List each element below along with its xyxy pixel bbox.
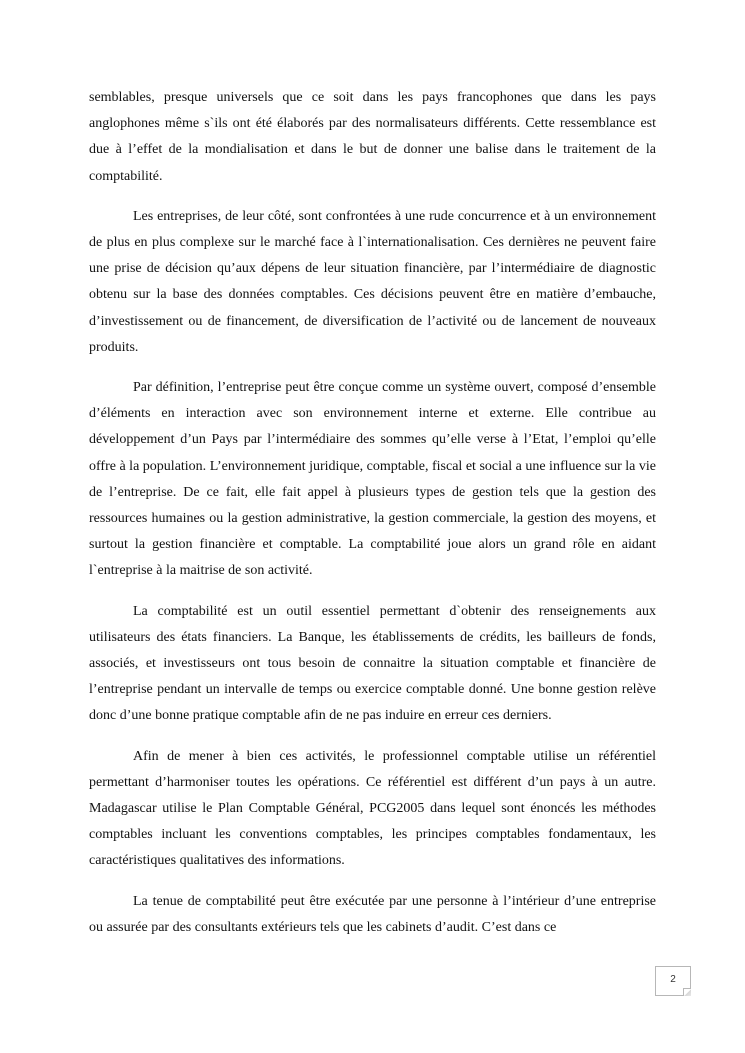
paragraph-definition: Par définition, l’entreprise peut être conçue comme un système ouvert, composé d’ensemble d’éléments en interaction avec son environnement interne et externe. Elle contribue au développement d’un Pays par l’intermédiaire des sommes qu’elle verse à l’Etat, l’emploi qu’elle offre à la population. L’environnement juridique, comptable, fiscal et social a une influence sur la vie de l’entreprise. De ce fait, elle fait appel à plusieurs types de gestion tels que la gestion des ressources humaines ou la gestion administrative, la gestion commerciale, la gestion des moyens, et surtout la gestion financière et comptable. La comptabilité joue alors un grand rôle en aidant l`entreprise à la maitrise de son activité. (89, 380, 656, 579)
page-number-badge (655, 966, 691, 996)
page-number: 2 (670, 974, 676, 985)
paragraph-comptabilite-outil: La comptabilité est un outil essentiel permettant d`obtenir des renseignements aux utilisateurs des états financiers. La Banque, les établissements de crédits, les bailleurs de fonds, associés, et investisseurs ont tous besoin de connaitre la situation comptable et financière de l’entreprise pendant un intervalle de temps ou exercice comptable donné. Une bonne gestion relève donc d’une bonne pratique comptable afin de ne pas induire en erreur ces derniers. (89, 603, 656, 724)
paragraph-continuation: semblables, presque universels que ce soit dans les pays francophones que dans les pays anglophones même s`ils ont été élaborés par des normalisateurs différents. Cette ressemblance est due à l’effet de la mondialisation et dans le but de donner une balise dans le traitement de la comptabilité. (89, 90, 656, 184)
document-body (89, 85, 656, 955)
paragraph-referentiel: Afin de mener à bien ces activités, le professionnel comptable utilise un référentiel permettant d’harmoniser toutes les opérations. Ce référentiel est différent d’un pays à un autre. Madagascar utilise le Plan Comptable Général, PCG2005 dans lequel sont énoncés les méthodes comptables incluant les conventions comptables, les principes comptables fondamentaux, les caractéristiques qualitatives des informations. (89, 748, 656, 869)
paragraph-entreprises: Les entreprises, de leur côté, sont confrontées à une rude concurrence et à un environnement de plus en plus complexe sur le marché face à l`internationalisation. Ces dernières ne peuvent faire une prise de décision qu’aux dépens de leur situation financière, par l’intermédiaire de diagnostic obtenu sur la base des données comptables. Ces décisions peuvent être en matière d’embauche, d’investissement ou de financement, de diversification de l’activité ou de lancement de nouveaux produits. (89, 208, 656, 355)
paragraph-tenue-comptabilite: La tenue de comptabilité peut être exécutée par une personne à l’intérieur d’une entreprise ou assurée par des consultants extérieurs tels que les cabinets d’audit. C’est dans ce (89, 893, 656, 935)
